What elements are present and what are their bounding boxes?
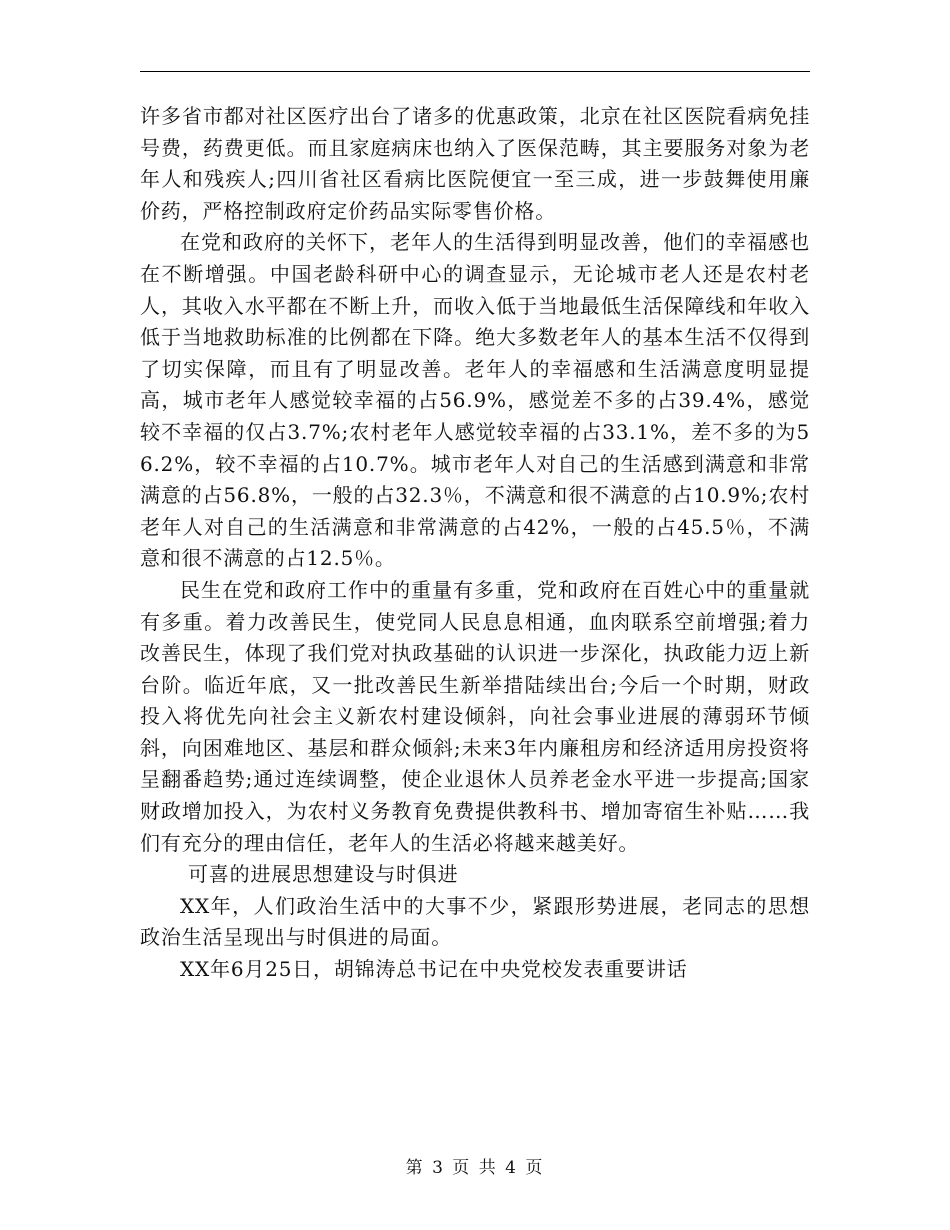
paragraph-4: XX年，人们政治生活中的大事不少，紧跟形势进展，老同志的思想政治生活呈现出与时俱进的局面。 [140,893,810,950]
paragraph-2: 在党和政府的关怀下，老年人的生活得到明显改善，他们的幸福感也在不断增强。中国老龄科研中心的调查显示，无论城市老人还是农村老人，其收入水平都在不断上升，而收入低于当地最低生活保障线和年收入低于当地救助标准的比例都在下降。绝大多数老年人的基本生活不仅得到了切实保障，而且有了明显改善。老年人的幸福感和生活满意度明显提高，城市老年人感觉较幸福的占56.9%，感觉差不多的占39.4%，感觉较不幸福的仅占3.7%;农村老年人感觉较幸福的占33.1%，差不多的为56.2%，较不幸福的占10.7%。城市老年人对自己的生活感到满意和非常满意的占56.8%，一般的占32.3％，不满意和很不满意的占10.9%;农村老年人对自己的生活满意和非常满意的占42%，一般的占45.5％，不满意和很不满意的占12.5％。 [140,230,810,571]
document-body [140,101,810,986]
paragraph-5: XX年6月25日，胡锦涛总书记在中央党校发表重要讲话 [180,957,688,982]
section-heading: 可喜的进展思想建设与时俱进 [188,862,459,887]
header-rule [140,71,810,72]
paragraph-1: 许多省市都对社区医疗出台了诸多的优惠政策，北京在社区医院看病免挂号费，药费更低。而且家庭病床也纳入了医保范畴，其主要服务对象为老年人和残疾人;四川省社区看病比医院便宜一至三成，进一步鼓舞使用廉价药，严格控制政府定价药品实际零售价格。 [140,104,810,223]
paragraph-3: 民生在党和政府工作中的重量有多重，党和政府在百姓心中的重量就有多重。着力改善民生，使党同人民息息相通，血肉联系空前增强;着力改善民生，体现了我们党对执政基础的认识进一步深化，执政能力迈上新台阶。临近年底，又一批改善民生新举措陆续出台;今后一个时期，财政投入将优先向社会主义新农村建设倾斜，向社会事业进展的薄弱环节倾斜，向困难地区、基层和群众倾斜;未来3年内廉租房和经济适用房投资将呈翻番趋势;通过连续调整，使企业退休人员养老金水平进一步提高;国家财政增加投入，为农村义务教育免费提供教科书、增加寄宿生补贴……我们有充分的理由信任，老年人的生活必将越来越美好。 [140,577,810,855]
page-number: 第 3 页 共 4 页 [405,1158,545,1178]
